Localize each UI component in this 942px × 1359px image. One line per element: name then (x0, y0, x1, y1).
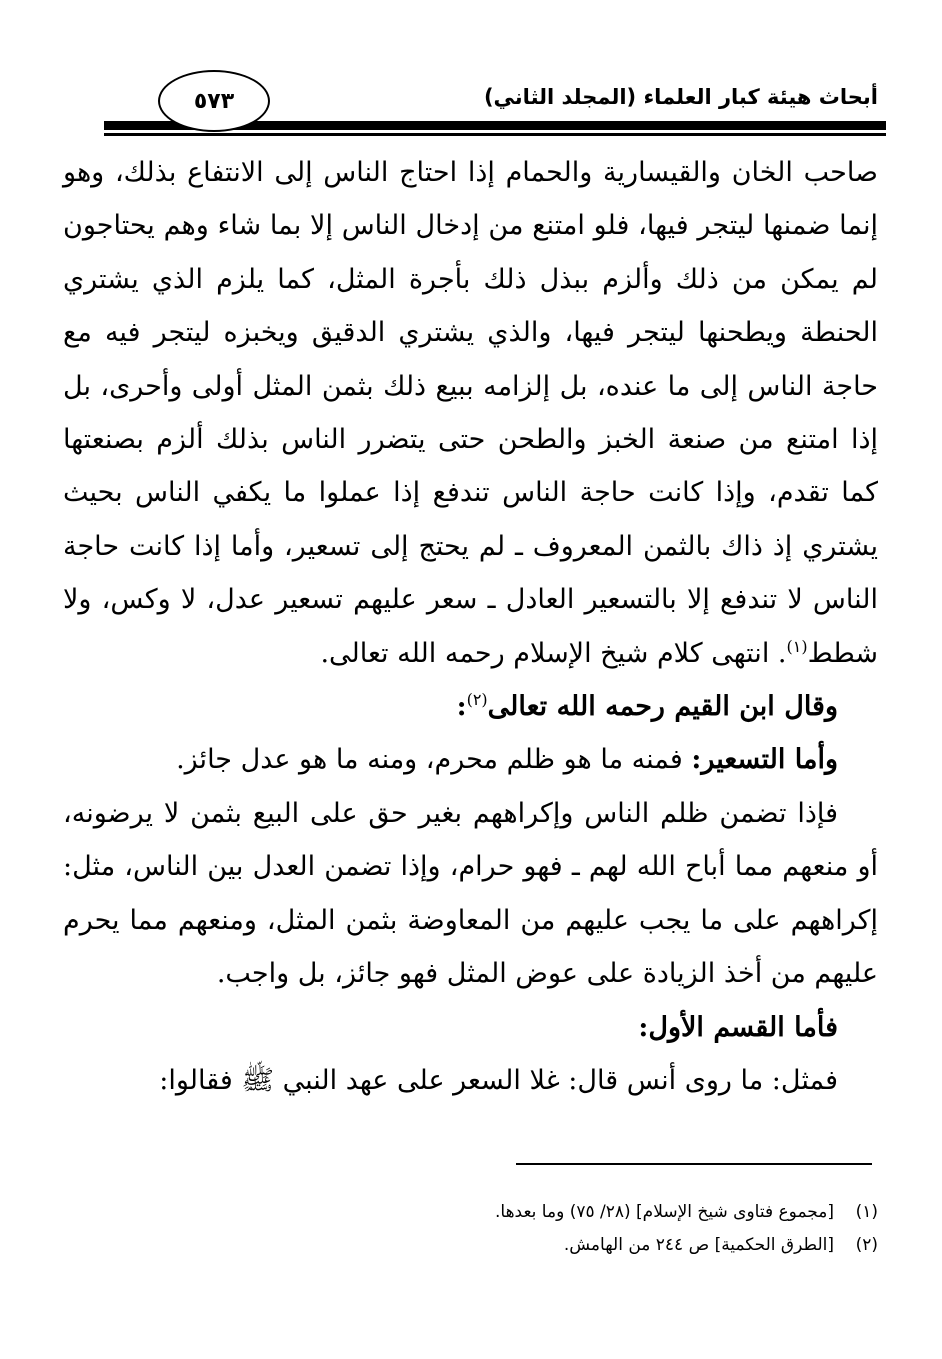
footnote-2-number: (٢) (855, 1235, 878, 1255)
footnote-ref-1: (١) (786, 636, 808, 656)
paragraph-tasir: وأما التسعير: فمنه ما هو ظلم محرم، ومنه ما هو عدل جائز. (176, 744, 838, 776)
paragraph-ibn-qayyim-intro: وقال ابن القيم رحمه الله تعالى$^{(٢)}$: (456, 690, 838, 723)
footnotes (63, 1196, 878, 1262)
footnote-2 (63, 1229, 878, 1262)
page-number: ٥٧٣ (193, 88, 235, 114)
footnote-separator (516, 1163, 872, 1165)
paragraph-continuation: صاحب الخان والقيسارية والحمام إذا احتاج الناس إلى الانتفاع بذلك، وهو إنما ضمنها ليتجر فيها، فلو امتنع من إدخال الناس إلا بما شاء وهم يحتاجون لم يمكن من ذلك وألزم ببذل ذلك بأجرة المثل، كما يلزم الذي يشتري الحنطة ويطحنها ليتجر فيها، والذي يشتري الدقيق ويخبزه ليتجر فيه مع حاجة الناس إلى ما عنده، بل إلزامه ببيع ذلك بثمن المثل أولى وأحرى، بل إذا امتنع من صنعة الخبز والطحن حتى يتضرر الناس بذلك ألزم بصنعتها كما تقدم، وإذا كانت حاجة الناس تندفع إذا عملوا ما يكفي الناس بحيث يشتري إذ ذاك بالثمن المعروف ـ لم يحتج إلى تسعير، وأما إذا كانت حاجة الناس لا تندفع إلا بالتسعير العادل ـ سعر عليهم تسعير عدل، لا وكس، ولا شطط$^{(١)}$. انتهى كلام شيخ الإسلام رحمه الله تعالى. (63, 157, 878, 669)
header-rule-thin (104, 133, 886, 136)
footnote-1-text: [مجموع فتاوى شيخ الإسلام] (٢٨/ ٧٥) وما بعدها. (495, 1202, 834, 1222)
main-text (63, 146, 878, 1107)
page-number-oval (158, 70, 270, 132)
paragraph-anas-hadith: فمثل: ما روى أنس قال: غلا السعر على عهد النبي ﷺ فقالوا: (159, 1064, 838, 1096)
tasir-heading: وأما التسعير: (691, 744, 838, 776)
footnote-ref-2: (٢) (466, 690, 488, 710)
footnote-2-text: [الطرق الحكمية] ص ٢٤٤ من الهامش. (563, 1235, 834, 1255)
paragraph-ruling: فإذا تضمن ظلم الناس وإكراههم بغير حق على البيع بثمن لا يرضونه، أو منعهم مما أباح الله لهم ـ فهو حرام، وإذا تضمن العدل بين الناس، مثل: إكراههم على ما يجب عليهم من المعاوضة بثمن المثل، ومنعهم مما يحرم عليهم من أخذ الزيادة على عوض المثل فهو جائز، بل واجب. (63, 797, 878, 990)
footnote-1 (63, 1196, 878, 1229)
footnote-1-number: (١) (855, 1202, 878, 1222)
section-heading-first-part: فأما القسم الأول: (638, 1011, 838, 1043)
running-title: أبحاث هيئة كبار العلماء (المجلد الثاني) (483, 85, 878, 109)
